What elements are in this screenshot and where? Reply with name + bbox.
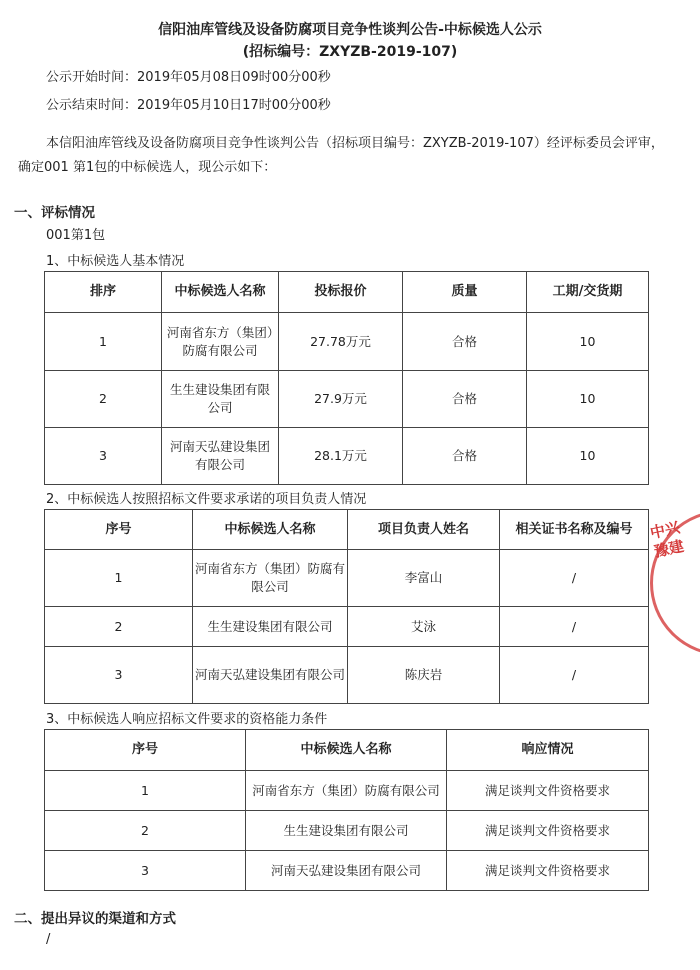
table-cell: 满足谈判文件资格要求 [447, 771, 649, 811]
section-evaluation-heading: 一、评标情况 [14, 205, 95, 221]
subsection-project-manager: 2、中标候选人按照招标文件要求承诺的项目负责人情况 [46, 492, 367, 507]
table-cell: 3 [45, 851, 246, 891]
table-row [45, 428, 649, 485]
table-cell: 27.9万元 [279, 371, 403, 428]
table-row [45, 313, 649, 371]
page-title: 信阳油库管线及设备防腐项目竞争性谈判公告-中标候选人公示 [158, 22, 542, 38]
table-cell: 3 [45, 647, 193, 704]
table-header: 质量 [403, 272, 527, 313]
subsection-qualification: 3、中标候选人响应招标文件要求的资格能力条件 [46, 712, 328, 727]
table-cell: 生生建设集团有限公司 [246, 811, 447, 851]
table-cell: 1 [45, 313, 162, 371]
company-seal-text: 中兴豫建 [648, 518, 686, 561]
table-header: 响应情况 [447, 730, 649, 771]
table-cell: 2 [45, 607, 193, 647]
table-cell: 3 [45, 428, 162, 485]
table-cell: 河南天弘建设集团有限公司 [246, 851, 447, 891]
candidate-basic-table [44, 271, 649, 485]
table-cell: / [500, 607, 649, 647]
table-cell: / [500, 550, 649, 607]
table-cell: 河南省东方（集团）防腐有限公司 [193, 550, 348, 607]
table-cell: 1 [45, 771, 246, 811]
table-header: 排序 [45, 272, 162, 313]
table-header: 工期/交货期 [527, 272, 649, 313]
table-header: 中标候选人名称 [193, 510, 348, 550]
table-cell: 28.1万元 [279, 428, 403, 485]
project-manager-table [44, 509, 649, 704]
table-row [45, 550, 649, 607]
table-cell: 满足谈判文件资格要求 [447, 851, 649, 891]
table-row [45, 647, 649, 704]
table-cell: 河南省东方（集团）防腐有限公司 [162, 313, 279, 371]
table-header: 投标报价 [279, 272, 403, 313]
publicity-start-time: 公示开始时间：2019年05月08日09时00分00秒 [46, 70, 331, 85]
table-cell: 合格 [403, 428, 527, 485]
table-cell: 河南天弘建设集团有限公司 [193, 647, 348, 704]
table-row [45, 771, 649, 811]
table-header: 相关证书名称及编号 [500, 510, 649, 550]
tender-number: (招标编号：ZXYZB-2019-107) [242, 44, 458, 60]
qualification-table [44, 729, 649, 891]
table-cell: 合格 [403, 371, 527, 428]
table-cell: 生生建设集团有限公司 [193, 607, 348, 647]
table-cell: 27.78万元 [279, 313, 403, 371]
table-cell: 合格 [403, 313, 527, 371]
package-label: 001第1包 [46, 228, 106, 243]
table-cell: 生生建设集团有限公司 [162, 371, 279, 428]
table-header: 项目负责人姓名 [348, 510, 500, 550]
table-cell: 10 [527, 313, 649, 371]
table-cell: / [500, 647, 649, 704]
table-header: 中标候选人名称 [246, 730, 447, 771]
table-cell: 陈庆岩 [348, 647, 500, 704]
table-cell: 艾泳 [348, 607, 500, 647]
table-cell: 2 [45, 371, 162, 428]
table-header: 中标候选人名称 [162, 272, 279, 313]
table-row [45, 607, 649, 647]
table-row [45, 811, 649, 851]
table-header: 序号 [45, 730, 246, 771]
objection-body: / [46, 932, 51, 947]
table-cell: 满足谈判文件资格要求 [447, 811, 649, 851]
intro-paragraph: 本信阳油库管线及设备防腐项目竞争性谈判公告（招标项目编号：ZXYZB-2019-107）经评标委员会评审，确定001 第1包的中标候选人，现公示如下： [18, 136, 664, 175]
table-cell: 10 [527, 371, 649, 428]
subsection-basic-info: 1、中标候选人基本情况 [46, 254, 185, 269]
publicity-end-time: 公示结束时间：2019年05月10日17时00分00秒 [46, 98, 331, 113]
table-cell: 10 [527, 428, 649, 485]
section-objection-heading: 二、提出异议的渠道和方式 [14, 911, 176, 927]
table-cell: 1 [45, 550, 193, 607]
table-cell: 2 [45, 811, 246, 851]
table-row [45, 371, 649, 428]
table-cell: 河南天弘建设集团有限公司 [162, 428, 279, 485]
table-cell: 李富山 [348, 550, 500, 607]
table-row [45, 851, 649, 891]
table-header: 序号 [45, 510, 193, 550]
table-cell: 河南省东方（集团）防腐有限公司 [246, 771, 447, 811]
